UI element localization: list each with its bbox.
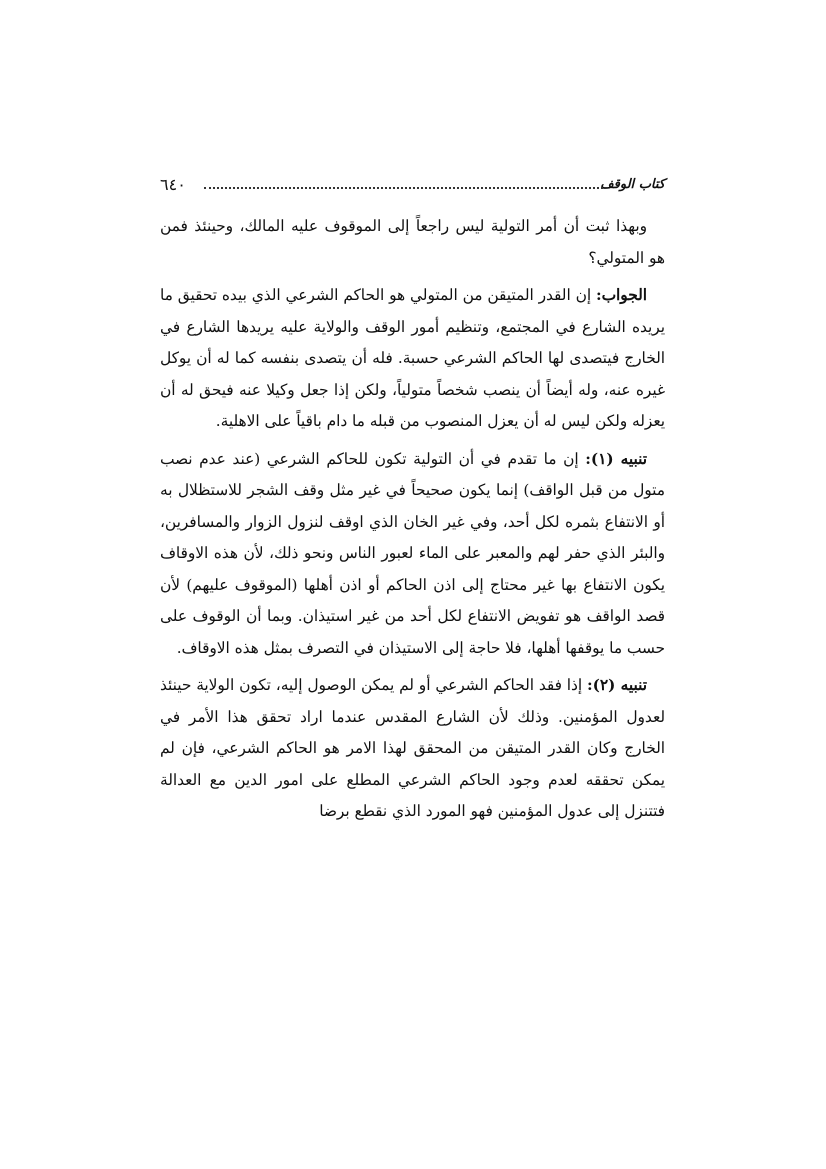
paragraph-note-2 — [160, 670, 665, 828]
paragraph-intro — [160, 211, 665, 274]
paragraph-lead: الجواب: — [596, 286, 647, 304]
paragraph-lead: تنبيه (١): — [585, 449, 647, 468]
paragraph-text: وبهذا ثبت أن أمر التولية ليس راجعاً إلى الموقوف عليه المالك، وحينئذ فمن هو المتولي؟ — [160, 217, 665, 267]
page-number: ٦٤٠ — [160, 175, 186, 194]
paragraph-answer — [160, 280, 665, 438]
running-header-title: كتاب الوقف — [600, 177, 665, 192]
paragraph-text: إن ما تقدم في أن التولية تكون للحاكم الشرعي (عند عدم نصب متول من قبل الواقف) إنما يكون صحيحاً في غير مثل وقف الشجر للاستظلال به أو الانتفاع بثمره لكل أحد، وفي غير الخان الذي اوقف لنزول الزوار والمسافرين، والبئر الذي حفر لهم والمعبر على الماء لعبور الناس ونحو ذلك، لأن هذه الاوقاف يكون الانتفاع بها غير محتاج إلى اذن الحاكم أو اذن أهلها (الموقوف عليهم) لأن قصد الواقف هو تفويض الانتفاع لكل أحد من غير استيذان. وبما أن الوقوف على حسب ما يوقفها أهلها، فلا حاجة إلى الاستيذان في التصرف بمثل هذه الاوقاف. — [160, 449, 665, 657]
paragraph-text: إذا فقد الحاكم الشرعي أو لم يمكن الوصول إليه، تكون الولاية حينئذ لعدول المؤمنين. وذلك لأن الشارع المقدس عندما اراد تحقق هذا الأمر في الخارج وكان القدر المتيقن من المحقق لهذا الامر هو الحاكم الشرعي، فإن لم يمكن تحققه لعدم وجود الحاكم الشرعي المطلع على امور الدين مع العدالة فتتنزل إلى عدول المؤمنين فهو المورد الذي نقطع برضا — [160, 676, 665, 820]
paragraph-lead: تنبيه (٢): — [587, 676, 647, 694]
page-content — [160, 175, 665, 834]
dotted-leader — [204, 187, 603, 189]
paragraph-note-1 — [160, 444, 665, 665]
running-header — [160, 175, 665, 197]
paragraph-text: إن القدر المتيقن من المتولي هو الحاكم الشرعي الذي بيده تحقيق ما يريده الشارع في المجتمع، وتنظيم أمور الوقف والولاية عليه يريدها الشارع في الخارج فيتصدى لها الحاكم الشرعي حسبة. فله أن يتصدى بنفسه كما له أن يوكل غيره عنه، وله أيضاً أن ينصب شخصاً متولياً، ولكن إذا جعل وكيلا عنه فيحق له أن يعزله ولكن ليس له أن يعزل المنصوب من قبله ما دام باقياً على الاهلية. — [160, 286, 665, 430]
